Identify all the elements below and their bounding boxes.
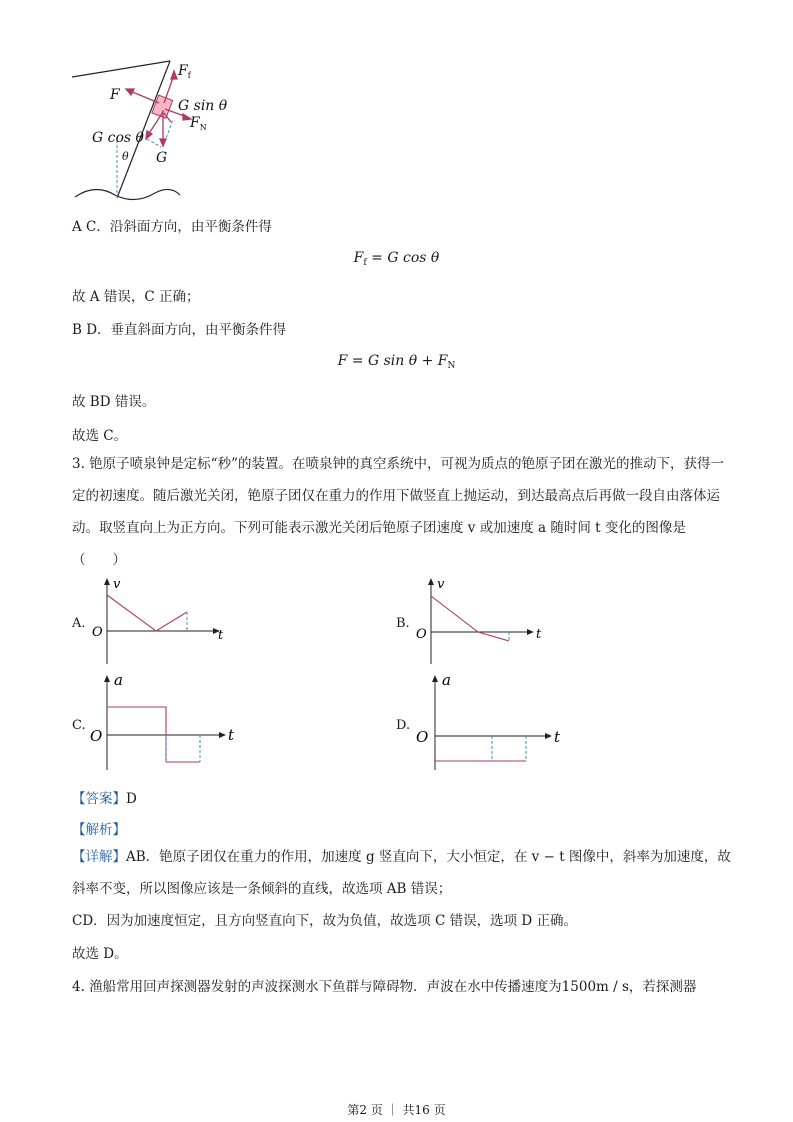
- option-d-x-arrow: [545, 733, 552, 739]
- label-gsin: G sin θ: [178, 98, 228, 114]
- label-friction: $F_f$: [178, 63, 191, 80]
- option-c-graph: [88, 673, 248, 773]
- option-d-y-arrow: [432, 675, 438, 682]
- option-c-axis-x: t: [228, 726, 235, 744]
- label-gravity: G: [156, 150, 168, 166]
- option-c-y-arrow: [104, 675, 110, 682]
- solution-bd-result: 故 BD 错误。: [72, 394, 156, 410]
- solution-bd-text: B D．垂直斜面方向，由平衡条件得: [72, 322, 287, 338]
- gcos-arrow: [148, 112, 163, 135]
- answer-tag: 【答案】: [72, 791, 126, 807]
- option-b-curve: [431, 596, 509, 641]
- option-a-axis-y: v: [113, 577, 121, 592]
- label-theta: θ: [122, 150, 129, 163]
- label-gcos: G cos θ: [92, 130, 144, 146]
- detail-tag: 【详解】: [72, 849, 126, 865]
- question-3-text: 3. 铯原子喷泉钟是定标“秒”的装置。在喷泉钟的真空系统中，可视为质点的铯原子团在激光的推动下，获得一定的初速度。随后激光关闭，铯原子团仅在重力的作用下做竖直上抛运动，到达最高点后再做一段自由落体运动。取竖直向上为正方向。下列可能表示激光关闭后铯原子团速度 v 或加速度 a 随时间 t 变化的图像是（ ）: [72, 456, 724, 568]
- option-b-y-arrow: [428, 578, 434, 585]
- analysis-tag: 【解析】: [72, 822, 126, 838]
- page-footer: 第2 页 ｜ 共16 页: [347, 1103, 446, 1117]
- option-a-axis-x: t: [218, 628, 224, 643]
- applied-force-arrowhead: [126, 89, 134, 95]
- option-d-graph: [416, 673, 576, 773]
- applied-force-arrow: [130, 91, 159, 103]
- option-b-axis-x: t: [536, 627, 542, 642]
- question-4-text: 4. 渔船常用回声探测器发射的声波探测水下鱼群与障碍物．声波在水中传播速度为1500m / s，若探测器: [72, 979, 697, 995]
- solution-ac-text: A C．沿斜面方向，由平衡条件得: [72, 219, 272, 235]
- friction-arrowhead: [171, 71, 177, 79]
- option-d-origin: O: [416, 728, 429, 746]
- gcos-arrowhead: [146, 131, 152, 139]
- option-d-axis-y: a: [442, 671, 451, 689]
- option-c-label: C.: [72, 718, 86, 733]
- detail-text: AB．铯原子团仅在重力的作用，加速度 g 竖直向下，大小恒定，在 v − t 图像中，斜率为加速度，故斜率不变，所以图像应该是一条倾斜的直线，故选项 AB 错误；: [72, 849, 731, 897]
- option-d-axis-x: t: [554, 728, 561, 746]
- option-c-origin: O: [90, 727, 103, 745]
- option-b-x-arrow: [527, 629, 534, 635]
- option-a-origin: O: [92, 625, 103, 640]
- answer-line: [72, 787, 137, 807]
- incline-top-line: [72, 61, 170, 77]
- component-dash-1: [147, 139, 161, 147]
- option-d-label: D.: [396, 718, 411, 733]
- option-c-axis-y: a: [114, 671, 123, 689]
- label-force: F: [110, 87, 120, 103]
- option-a-y-arrow: [104, 578, 110, 585]
- equation-2: F = G $\sin \theta + F_N$: [337, 353, 456, 371]
- option-a-label: A.: [72, 616, 86, 631]
- option-b-origin: O: [416, 627, 427, 642]
- force-diagram: [60, 55, 290, 205]
- water-surface: [75, 189, 180, 199]
- option-b-graph: [412, 578, 552, 668]
- option-b-axis-y: v: [437, 577, 445, 592]
- answer-value: D: [126, 791, 137, 807]
- gravity-arrowhead: [160, 139, 166, 146]
- question-3-choice: 故选 D。: [72, 946, 128, 962]
- option-b-label: B.: [396, 616, 410, 631]
- cd-text: CD．因为加速度恒定，且方向竖直向下，故为负值，故选项 C 错误，选项 D 正确。: [72, 913, 577, 929]
- option-a-curve: [107, 595, 187, 631]
- solution-choice: 故选 C。: [72, 428, 128, 444]
- solution-ac-result: 故 A 错误，C 正确；: [72, 289, 200, 305]
- option-c-x-arrow: [219, 732, 226, 738]
- detail-paragraph: [72, 841, 732, 905]
- equation-1: $F_f = G$ cos θ: [353, 250, 440, 268]
- label-normal: $F_N$: [190, 115, 207, 132]
- option-a-graph: [88, 578, 228, 668]
